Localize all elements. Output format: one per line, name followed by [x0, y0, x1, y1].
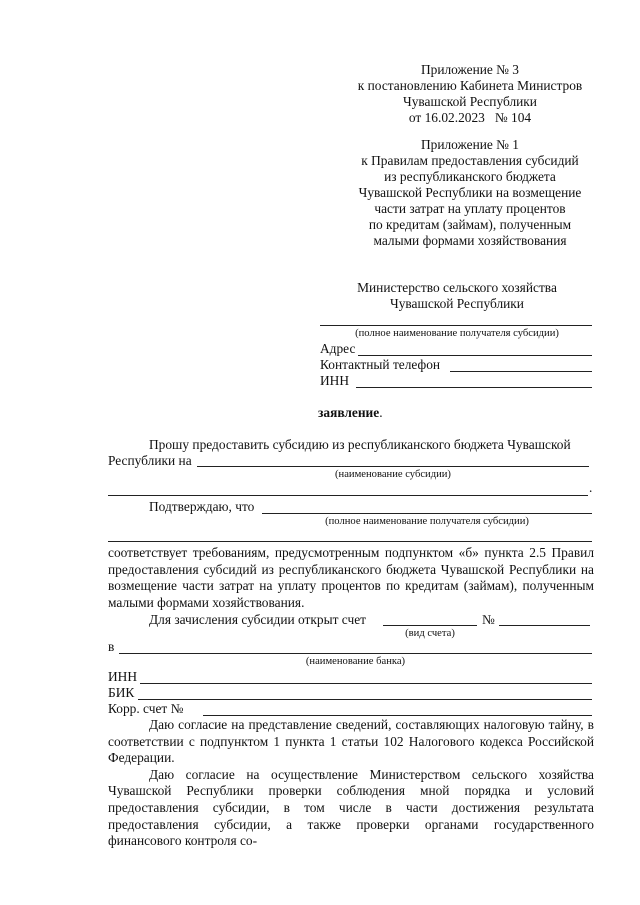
confirm-recipient-caption: (полное наименование получателя субсидии) [325, 516, 529, 527]
appendix1-line: Чувашской Республики на возмещение [358, 185, 582, 200]
subsidy-name-caption: (наименование субсидии) [335, 469, 451, 480]
statement-title-word: заявление [318, 405, 380, 420]
appendix1-line: Приложение № 1 [420, 137, 520, 152]
appendix1-line: части затрат на уплату процентов [374, 201, 566, 216]
request-end-period: . [589, 480, 593, 495]
appendix3-date: от 16.02.2023 № 104 [408, 110, 532, 125]
bank-name-caption: (наименование банка) [305, 656, 406, 667]
corr-account-label: Корр. счет № [108, 701, 184, 716]
consent-tax: Даю согласие на представление сведений, составляющих налоговую тайну, в соответствии с подпунктом 1 пункта 1 статьи 102 Налогового кодекса Российской Федерации. [108, 717, 594, 766]
bank-name-field[interactable] [119, 653, 592, 654]
appendix3-line: Чувашской Республики [403, 94, 537, 109]
confirm-recipient-field[interactable] [262, 513, 592, 514]
bank-inn-label: ИНН [108, 669, 138, 684]
statement-title [318, 405, 383, 421]
consent-audit: Даю согласие на осуществление Министерством сельского хозяйства Чувашской Республики проверки соблюдения мной порядка и условий предоставления субсидии, в том числе в части достижения результата предоставления субсидии, а также проверки органами государственного финансового контроля со- [108, 766, 594, 849]
request-line-1: Прошу предоставить субсидию из республиканского бюджета Чувашской [149, 437, 571, 452]
appendix1-line: к Правилам предоставления субсидий [361, 153, 579, 168]
addressee-line: Министерство сельского хозяйства [357, 280, 557, 295]
request-line-2: Республики на [108, 453, 192, 468]
address-field[interactable] [358, 355, 592, 356]
account-number-sign: № [482, 612, 495, 627]
inn-field[interactable] [356, 387, 592, 388]
phone-label: Контактный телефон [320, 357, 441, 372]
recipient-name-caption: (полное наименование получателя субсидии) [355, 328, 559, 339]
address-label: Адрес [320, 341, 356, 356]
corr-account-field[interactable] [203, 715, 592, 716]
addressee-line: Чувашской Республики [390, 296, 524, 311]
bank-in-label: в [108, 639, 115, 654]
appendix1-line: из республиканского бюджета [384, 169, 556, 184]
bik-field[interactable] [138, 699, 592, 700]
subsidy-name-field[interactable] [197, 466, 589, 467]
confirm-recipient-field-2[interactable] [108, 541, 592, 542]
account-type-field[interactable] [383, 625, 477, 626]
account-number-field[interactable] [499, 625, 590, 626]
consent-paragraphs [108, 717, 594, 850]
confirm-paragraph [108, 545, 594, 611]
account-type-caption: (вид счета) [405, 628, 455, 639]
bank-inn-field[interactable] [140, 683, 592, 684]
phone-field[interactable] [450, 371, 592, 372]
bik-label: БИК [108, 685, 135, 700]
appendix1-line: малыми формами хозяйствования [373, 233, 567, 248]
appendix3-line: к постановлению Кабинета Министров [357, 78, 583, 93]
recipient-name-field[interactable] [320, 325, 592, 326]
statement-title-period: . [379, 405, 383, 420]
confirm-label: Подтверждаю, что [149, 499, 255, 514]
account-label: Для зачисления субсидии открыт счет [149, 612, 367, 627]
appendix1-line: по кредитам (займам), полученным [368, 217, 572, 232]
inn-label: ИНН [320, 373, 350, 388]
appendix3-line: Приложение № 3 [420, 62, 520, 77]
confirm-text: соответствует требованиям, предусмотренным подпунктом «б» пункта 2.5 Правил предоставления субсидий из республиканского бюджета Чувашской Республики на возмещение части затрат на уплату процентов по кредитам (займам), полученным малыми формами хозяйствования. [108, 545, 594, 610]
subsidy-name-field-2[interactable] [108, 495, 588, 496]
